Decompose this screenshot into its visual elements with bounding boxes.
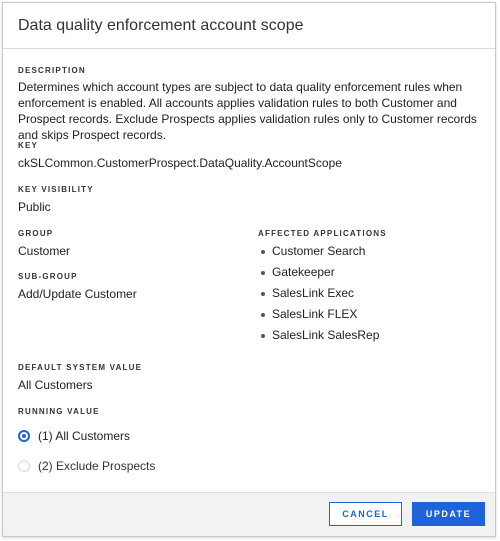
sub-group-value: Add/Update Customer [18,287,137,301]
default-system-value-section [18,363,142,393]
group-section [18,229,70,259]
dialog-footer [3,492,495,536]
radio-checked-icon[interactable] [18,430,30,442]
list-item: Customer Search [258,241,387,262]
bullet-icon [261,292,265,296]
description-section [18,66,488,143]
settings-dialog [2,2,496,537]
key-visibility-section [18,185,94,215]
key-section [18,141,342,171]
key-visibility-label: KEY VISIBILITY [18,185,94,194]
radio-all-customers[interactable] [18,426,155,446]
affected-applications-list [258,241,387,346]
running-value-label: RUNNING VALUE [18,407,100,416]
radio-exclude-prospects[interactable] [18,456,155,476]
cancel-button[interactable]: CANCEL [329,502,402,526]
bullet-icon [261,334,265,338]
affected-applications-label: AFFECTED APPLICATIONS [258,229,387,238]
description-text: Determines which account types are subject to data quality enforcement rules when enforcement is enabled. All accounts applies validation rules to both Customer and Prospect records. Exclude Prospects applies validation rules only to Customer records and skips Prospect records. [18,80,477,142]
key-label: KEY [18,141,39,150]
default-system-value-value: All Customers [18,378,93,392]
update-button[interactable]: UPDATE [412,502,485,526]
list-item: SalesLink Exec [258,283,387,304]
dialog-title: Data quality enforcement account scope [18,16,304,34]
description-label: DESCRIPTION [18,66,86,75]
group-value: Customer [18,244,71,258]
bullet-icon [261,271,265,275]
group-label: GROUP [18,229,54,238]
affected-applications-section [258,229,387,346]
radio-label[interactable]: (2) Exclude Prospects [38,459,156,473]
sub-group-label: SUB-GROUP [18,272,78,281]
bullet-icon [261,250,265,254]
bullet-icon [261,313,265,317]
dialog-body [3,49,495,492]
running-value-section [18,407,155,476]
default-system-value-label: DEFAULT SYSTEM VALUE [18,363,143,372]
list-item: SalesLink FLEX [258,304,387,325]
dialog-header [3,3,495,49]
list-item: SalesLink SalesRep [258,325,387,346]
radio-unchecked-icon[interactable] [18,460,30,472]
key-visibility-value: Public [18,200,51,214]
key-value: ckSLCommon.CustomerProspect.DataQuality.AccountScope [18,156,342,170]
radio-label[interactable]: (1) All Customers [38,429,131,443]
list-item: Gatekeeper [258,262,387,283]
sub-group-section [18,272,137,302]
